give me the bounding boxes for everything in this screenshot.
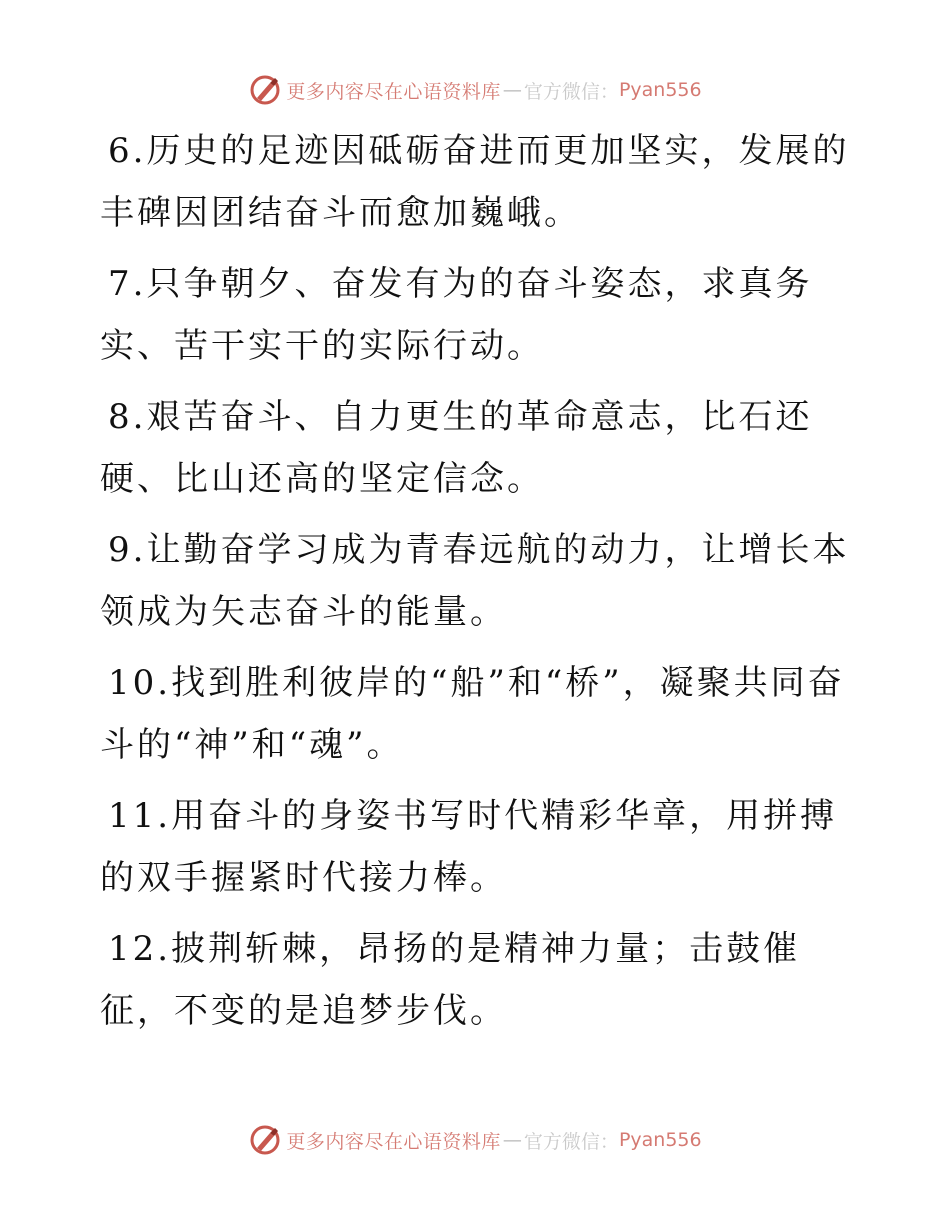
list-item: 10.找到胜利彼岸的“船”和“桥”，凝聚共同奋斗的“神”和“魂”。 <box>100 663 845 765</box>
watermark-separator: — <box>502 1129 522 1151</box>
list-item: 11.用奋斗的身姿书写时代精彩华章，用拼搏的双手握紧时代接力棒。 <box>100 796 838 898</box>
watermark-label: 官方微信： <box>523 1130 619 1153</box>
pen-logo-icon <box>248 1123 282 1157</box>
list-item: 6.历史的足迹因砥砺奋进而更加坚实，发展的丰碑因团结奋斗而愈加巍峨。 <box>100 131 850 233</box>
list-item: 12.披荆斩棘，昂扬的是精神力量；击鼓催征，不变的是追梦步伐。 <box>100 929 801 1031</box>
footer-watermark <box>0 1120 950 1160</box>
document-body <box>100 120 860 1051</box>
pen-logo-icon <box>248 73 282 107</box>
header-watermark <box>0 70 950 110</box>
list-item: 7.只争朝夕、奋发有为的奋斗姿态，求真务实、苦干实干的实际行动。 <box>100 264 813 366</box>
list-item: 9.让勤奋学习成为青春远航的动力，让增长本领成为矢志奋斗的能量。 <box>100 530 850 632</box>
watermark-id: Pyan556 <box>618 79 702 101</box>
watermark-separator: — <box>502 79 522 101</box>
watermark-text: 更多内容尽在心语资料库 <box>286 80 501 103</box>
watermark-id: Pyan556 <box>618 1129 702 1151</box>
watermark-label: 官方微信： <box>523 80 619 103</box>
watermark-text: 更多内容尽在心语资料库 <box>286 1130 501 1153</box>
list-item: 8.艰苦奋斗、自力更生的革命意志，比石还硬、比山还高的坚定信念。 <box>100 397 813 499</box>
